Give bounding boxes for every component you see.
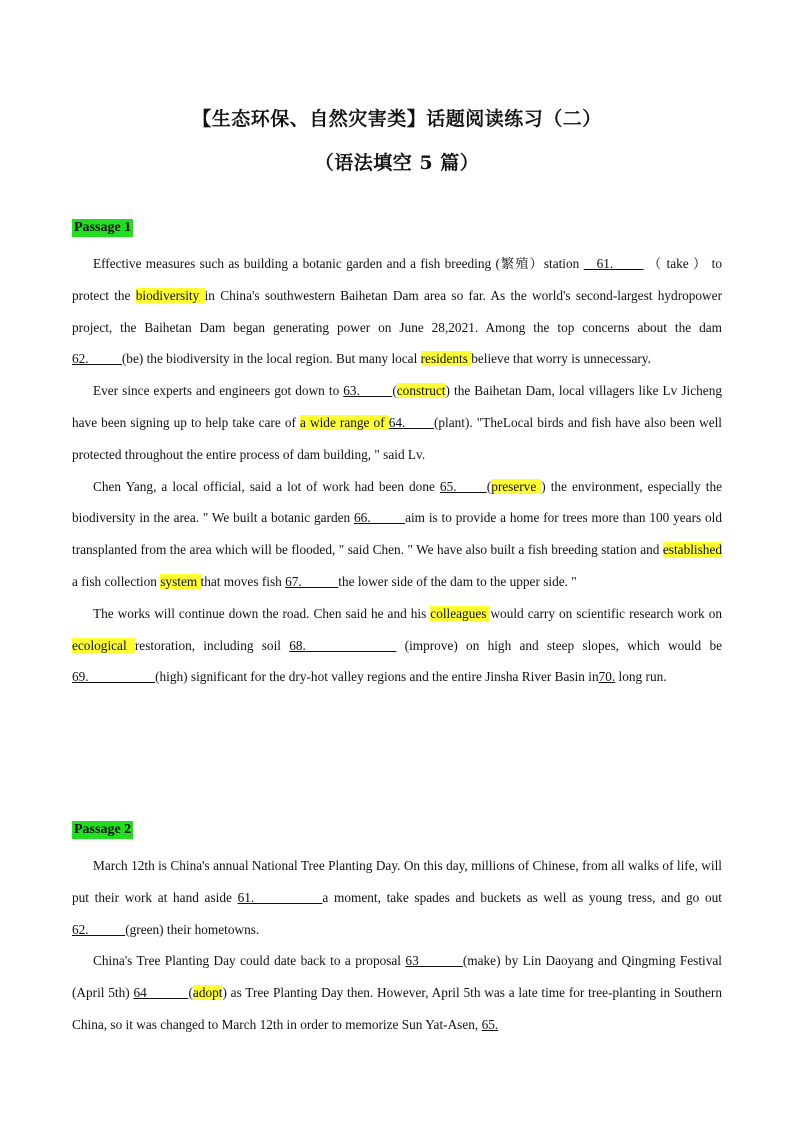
answer-blank: 64 — [133, 985, 189, 1001]
answer-blank: 69. — [72, 669, 156, 685]
highlighted-word: system — [160, 573, 201, 589]
answer-blank: 70. — [598, 669, 616, 685]
text-run: ( — [392, 383, 397, 399]
highlighted-word: adopt — [192, 985, 223, 1001]
page-subtitle: （语法填空 5 篇） — [314, 152, 480, 174]
answer-blank: 62. — [72, 351, 122, 367]
paragraph — [72, 248, 722, 375]
highlighted-word: ecological — [72, 637, 135, 653]
text-run: long run. — [615, 669, 667, 685]
text-run: aim is to provide a home for trees more than 100 years old transplanted from the area which will be flooded, " said Chen. " We have also built a fish breeding station and — [72, 510, 722, 558]
answer-blank: 61. — [237, 889, 323, 905]
page-title: 【生态环保、自然灾害类】话题阅读练习（二） — [192, 108, 602, 130]
text-run: China's Tree Planting Day could date back to a proposal — [93, 953, 406, 969]
text-run: in China's southwestern Baihetan Dam area so far. As the world's second-largest hydropower project, the Baihetan Dam began generating power on June 28,2021. Among the top concerns about the dam — [72, 287, 722, 335]
text-run: (improve) on high and steep slopes, which would be — [396, 637, 722, 653]
answer-blank: 67. — [285, 573, 339, 589]
text-run: restoration, including soil — [134, 637, 290, 653]
text-run: (be) the biodiversity in the local region. But many local — [121, 351, 421, 367]
answer-blank: 61. — [583, 256, 644, 271]
paragraph — [72, 471, 722, 598]
highlighted-word: colleagues — [430, 605, 491, 621]
answer-blank: 65. — [481, 1016, 499, 1032]
text-run: March 12th is China's annual National Tree Planting Day. On this day, millions of Chinese, from all walks of life, will put their work at hand aside — [72, 858, 722, 905]
highlighted-word: preserve — [491, 478, 542, 494]
highlighted-word: construct — [396, 383, 446, 399]
answer-blank: 62. — [72, 921, 126, 937]
answer-blank: 63. — [343, 383, 393, 399]
answer-blank: 65. — [439, 478, 487, 494]
text-run: (green) their hometowns. — [125, 921, 260, 937]
text-run: believe that worry is unnecessary. — [471, 351, 651, 367]
text-run: Ever since experts and engineers got down to — [93, 383, 344, 399]
text-run: The works will continue down the road. Chen said he and his — [93, 605, 431, 621]
text-run: Effective measures such as building a botanic garden and a fish breeding (繁殖）station — [93, 256, 584, 271]
text-run: Chen Yang, a local official, said a lot of work had been done — [93, 478, 440, 494]
answer-blank: 64. — [388, 414, 434, 430]
highlighted-word: biodiversity — [135, 287, 205, 303]
text-run: ) as Tree Planting Day then. However, April 5th was a late time for tree-planting in Southern China, so it was changed to March 12th in order to memorize Sun Yat-Asen, — [72, 985, 722, 1032]
answer-blank: 66. — [354, 510, 406, 526]
text-run: ( — [486, 478, 492, 494]
text-run: a fish collection — [72, 573, 161, 589]
text-run: (make) by Lin Daoyang and Qingming Festival (April 5th) — [72, 953, 722, 1001]
paragraph — [72, 375, 722, 470]
text-run: ( — [188, 985, 193, 1001]
highlighted-word: established — [662, 542, 722, 558]
highlighted-word: residents — [420, 351, 472, 367]
passage-1 — [72, 218, 722, 693]
text-run: the lower side of the dam to the upper side. " — [338, 573, 577, 589]
highlighted-word: a wide range of — [300, 414, 389, 430]
paragraph — [72, 945, 722, 1040]
passage-label: Passage 2 — [74, 822, 132, 837]
passage-label: Passage 1 — [74, 220, 132, 235]
paragraph — [72, 850, 722, 945]
text-run: ) the Baihetan Dam, local villagers like Lv Jicheng have been signing up to help take care of — [72, 383, 722, 430]
text-run: a moment, take spades and buckets as well as young tress, and go out — [322, 889, 722, 905]
text-run: (plant). "TheLocal birds and fish have also been well protected throughout the entire process of dam building, " said Lv. — [72, 414, 723, 462]
passage-2 — [72, 820, 722, 1041]
text-run: ) the environment, especially the biodiversity in the area. " We built a botanic garden — [72, 478, 723, 526]
paragraph — [72, 598, 722, 693]
text-run: (high) significant for the dry-hot valley regions and the entire Jinsha River Basin in — [155, 669, 599, 685]
text-run: that moves fish — [200, 573, 286, 589]
text-run: （ take ） to protect the — [72, 256, 722, 303]
answer-blank: 63 — [405, 953, 463, 969]
text-run: would carry on scientific research work on — [490, 605, 722, 621]
answer-blank: 68. — [289, 637, 397, 653]
